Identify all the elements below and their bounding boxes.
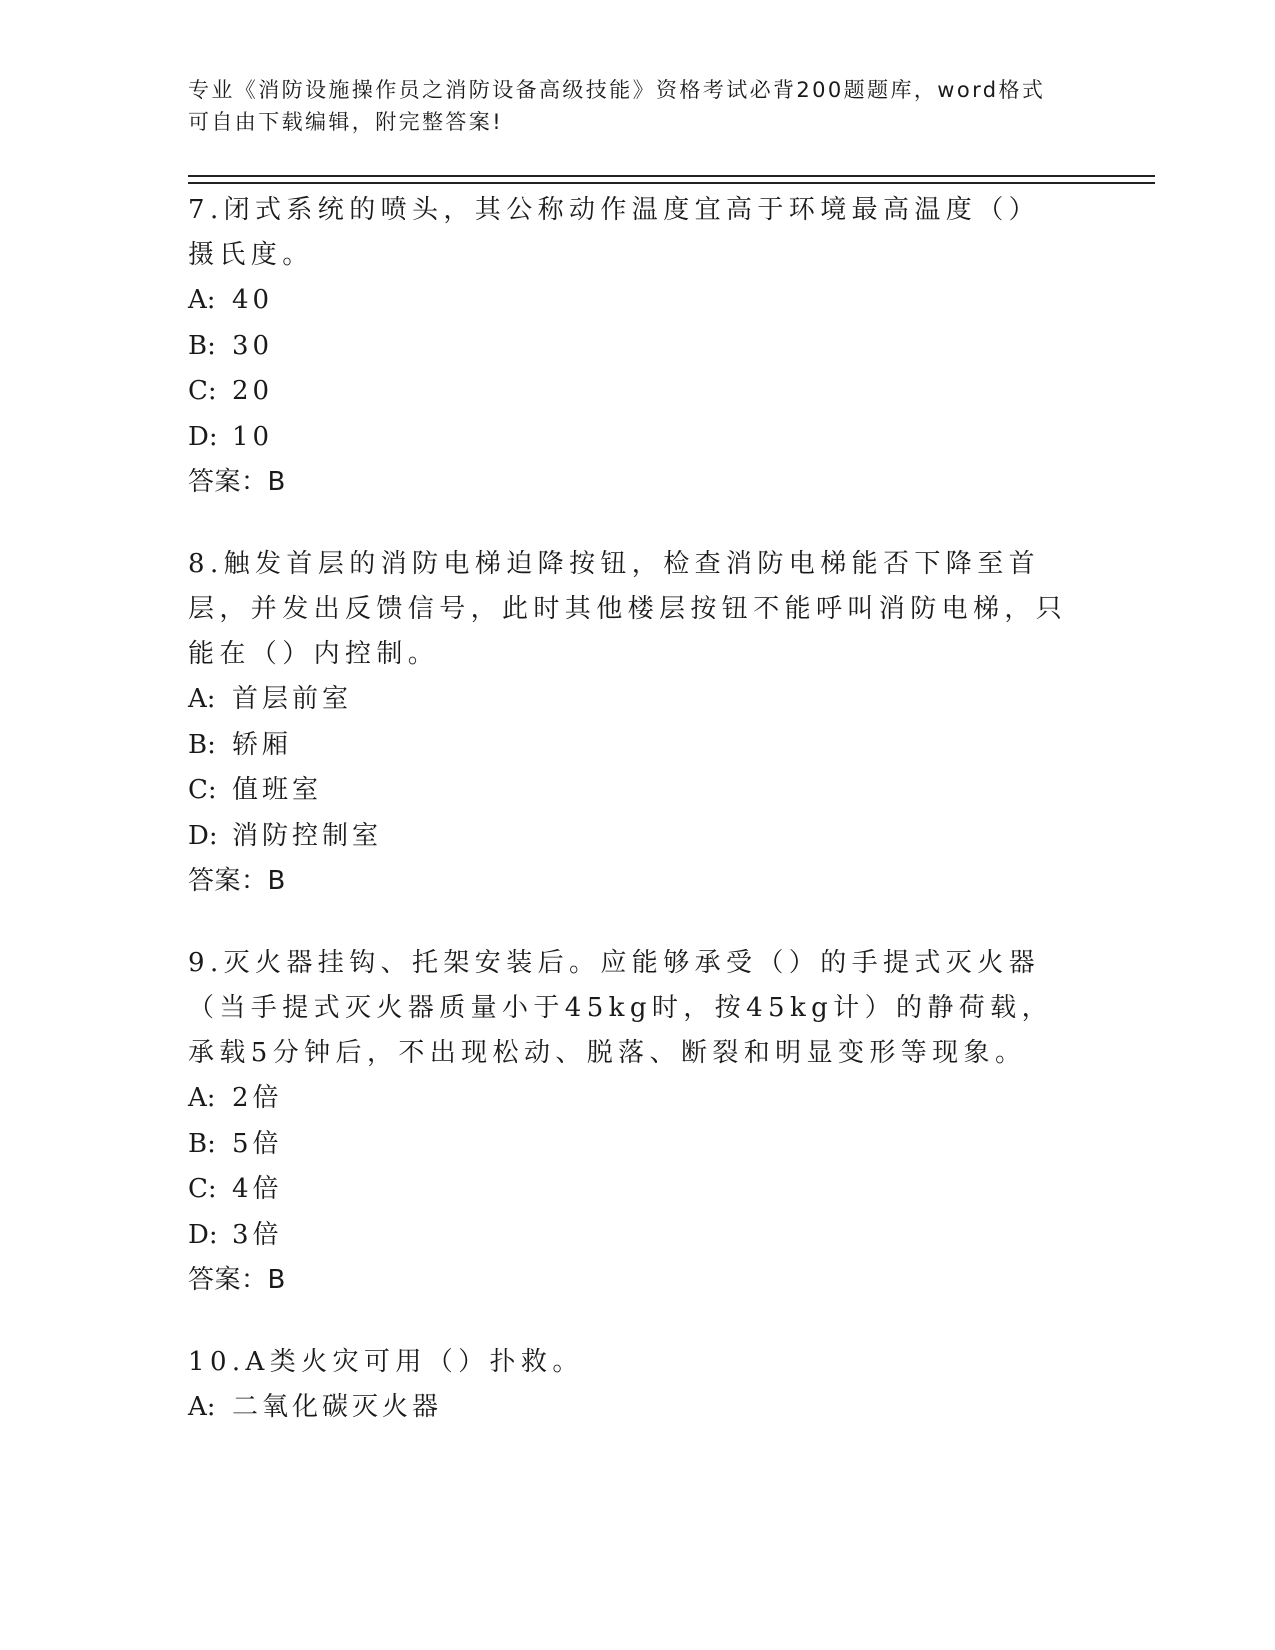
option-text: 3倍 — [232, 1219, 283, 1250]
option-key: D: — [188, 1219, 218, 1250]
option-key: A: — [188, 684, 216, 714]
option-text: 4倍 — [232, 1174, 283, 1204]
question-stem: 9.灭火器挂钩、托架安装后。应能够承受（）的手提式灭火器（当手提式灭火器质量小于45kg时，按45kg计）的静荷载，承载5分钟后，不出现松动、脱落、断裂和明显变形等现象。 — [188, 948, 1053, 1068]
question-10 — [188, 1340, 1068, 1431]
option-key: A: — [188, 1083, 216, 1113]
option-text: 10 — [232, 421, 274, 452]
option-key: C: — [188, 1174, 217, 1204]
option-text: 二氧化碳灭火器 — [232, 1392, 443, 1422]
option-key: A: — [188, 1392, 216, 1422]
option-key: C: — [188, 376, 217, 406]
option-text: 首层前室 — [232, 684, 353, 714]
question-list — [188, 188, 1068, 1469]
question-9 — [188, 941, 1068, 1302]
header-text: 专业《消防设施操作员之消防设备高级技能》资格考试必背200题题库，word格式可自由下载编辑，附完整答案! — [188, 78, 1046, 134]
question-8 — [188, 542, 1068, 903]
question-stem: 10.A类火灾可用（）扑救。 — [188, 1347, 584, 1377]
option-key: B: — [188, 1128, 216, 1159]
question-7 — [188, 188, 1068, 504]
option-a — [188, 278, 1068, 324]
option-key: B: — [188, 729, 216, 760]
option-b — [188, 324, 1068, 370]
option-c — [188, 768, 1068, 814]
question-stem: 7.闭式系统的喷头，其公称动作温度宜高于环境最高温度（）摄氏度。 — [188, 195, 1041, 270]
option-a — [188, 1076, 1068, 1122]
header-divider-bottom — [188, 182, 1155, 184]
option-text: 40 — [232, 285, 274, 315]
option-text: 30 — [232, 330, 274, 361]
header-divider-top — [188, 175, 1155, 177]
option-b — [188, 723, 1068, 769]
document-header — [188, 74, 1068, 138]
question-stem: 8.触发首层的消防电梯迫降按钮，检查消防电梯能否下降至首层，并发出反馈信号，此时其他楼层按钮不能呼叫消防电梯，只能在（）内控制。 — [188, 549, 1068, 669]
option-a — [188, 1385, 1068, 1431]
option-text: 值班室 — [232, 775, 323, 805]
option-d — [188, 814, 1068, 860]
option-text: 轿厢 — [232, 729, 293, 760]
option-b — [188, 1122, 1068, 1168]
option-key: B: — [188, 330, 216, 361]
option-d — [188, 415, 1068, 461]
option-key: D: — [188, 421, 218, 452]
option-text: 消防控制室 — [232, 820, 383, 851]
option-text: 5倍 — [232, 1128, 283, 1159]
option-a — [188, 677, 1068, 723]
answer-line: 答案：B — [188, 866, 286, 896]
answer-line: 答案：B — [188, 467, 286, 497]
option-text: 2倍 — [232, 1083, 283, 1113]
option-c — [188, 1167, 1068, 1213]
option-c — [188, 369, 1068, 415]
option-text: 20 — [232, 376, 274, 406]
answer-line: 答案：B — [188, 1265, 286, 1295]
option-key: A: — [188, 285, 216, 315]
option-key: D: — [188, 820, 218, 851]
option-key: C: — [188, 775, 217, 805]
option-d — [188, 1213, 1068, 1259]
